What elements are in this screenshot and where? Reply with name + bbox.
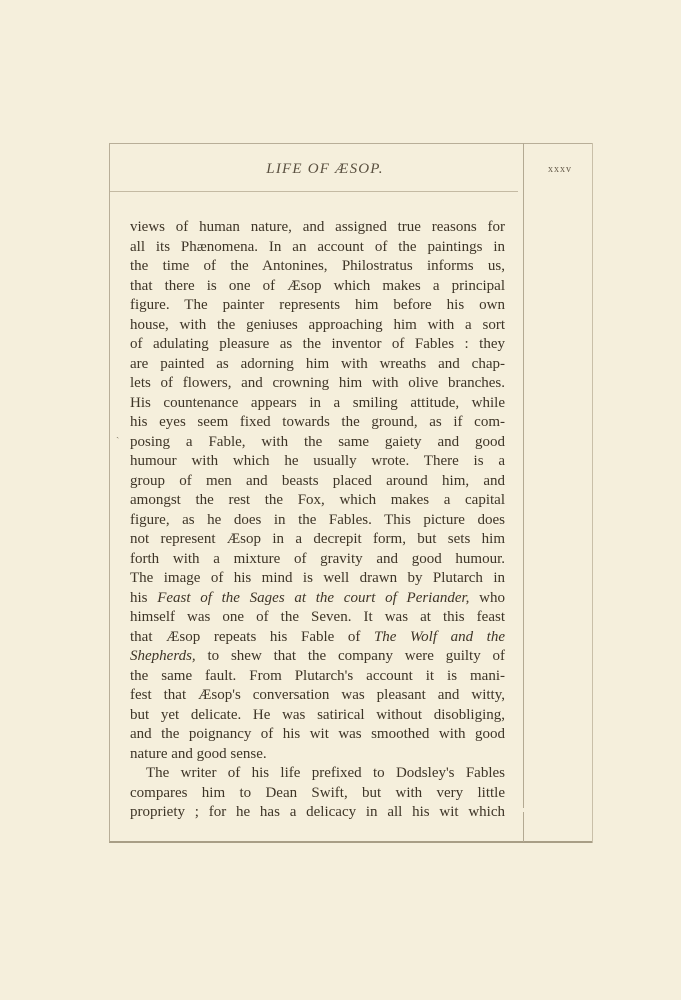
text-line: The image of his mind is well drawn by Plutarch in (130, 570, 505, 586)
text-line (130, 647, 505, 667)
text-line-end: who (469, 589, 505, 606)
text-line: forth with a mixture of gravity and good humour. (130, 550, 505, 567)
stray-mark: ˎ (116, 428, 120, 439)
text-line: house, with the geniuses approaching him with a sort (130, 316, 505, 333)
running-title: LIFE OF ÆSOP. (266, 161, 384, 177)
frame-right-edge (592, 143, 593, 843)
text-line: himself was one of the Seven. It was at this feast (130, 609, 505, 625)
text-line: fest that Æsop's conversation was pleasant and witty, (130, 687, 505, 703)
text-line: that there is one of Æsop which makes a principal (130, 277, 505, 294)
text-line: amongst the rest the Fox, which makes a capital (130, 492, 505, 508)
text-line: not represent Æsop in a decrepit form, but sets him (130, 531, 505, 547)
text-line: of adulating pleasure as the inventor of Fables : they (130, 336, 505, 352)
text-line: humour with which he usually wrote. There is a (130, 453, 505, 469)
text-line: views of human nature, and assigned true reasons for (130, 219, 505, 235)
text-line-start: his (130, 589, 158, 606)
body-text (130, 218, 505, 823)
text-line-start: that Æsop repeats his Fable of (130, 628, 374, 645)
text-line: but yet delicate. He was satirical without disobliging, (130, 706, 505, 723)
italic-title: The Wolf and the (373, 628, 505, 645)
text-line: the time of the Antonines, Philostratus informs us, (130, 258, 505, 274)
text-line: all its Phænomena. In an account of the paintings in (130, 238, 505, 255)
column-divider (523, 143, 524, 808)
text-line: are painted as adorning him with wreaths and chap- (130, 355, 505, 372)
text-line: figure. The painter represents him before his own (130, 297, 505, 313)
page-number: xxxv (548, 164, 572, 175)
text-line: the same fault. From Plutarch's account it is mani- (130, 667, 505, 684)
text-line: and the poignancy of his wit was smoothed with good (130, 726, 505, 742)
text-line (130, 589, 505, 609)
text-line: The writer of his life prefixed to Dodsley's Fables (146, 765, 505, 781)
text-line (130, 628, 505, 648)
text-line: group of men and beasts placed around him, and (130, 472, 505, 489)
text-line: compares him to Dean Swift, but with very little (130, 784, 505, 801)
text-line: his eyes seem fixed towards the ground, as if com- (130, 414, 505, 430)
italic-title: Feast of the Sages at the court of Periander, (157, 589, 470, 606)
text-line-end: to shew that the company were guilty of (195, 648, 505, 664)
header-rule (110, 191, 518, 192)
text-line: His countenance appears in a smiling attitude, while (130, 394, 505, 411)
text-line: figure, as he does in the Fables. This picture does (130, 511, 505, 528)
text-line: lets of flowers, and crowning him with olive branches. (130, 375, 505, 391)
text-line: posing a Fable, with the same gaiety and good (130, 433, 505, 450)
text-line: nature and good sense. (130, 745, 267, 762)
italic-title: Shepherds, (130, 648, 196, 664)
column-divider-lower (523, 812, 524, 842)
text-line: propriety ; for he has a delicacy in all his wit which (130, 804, 505, 820)
